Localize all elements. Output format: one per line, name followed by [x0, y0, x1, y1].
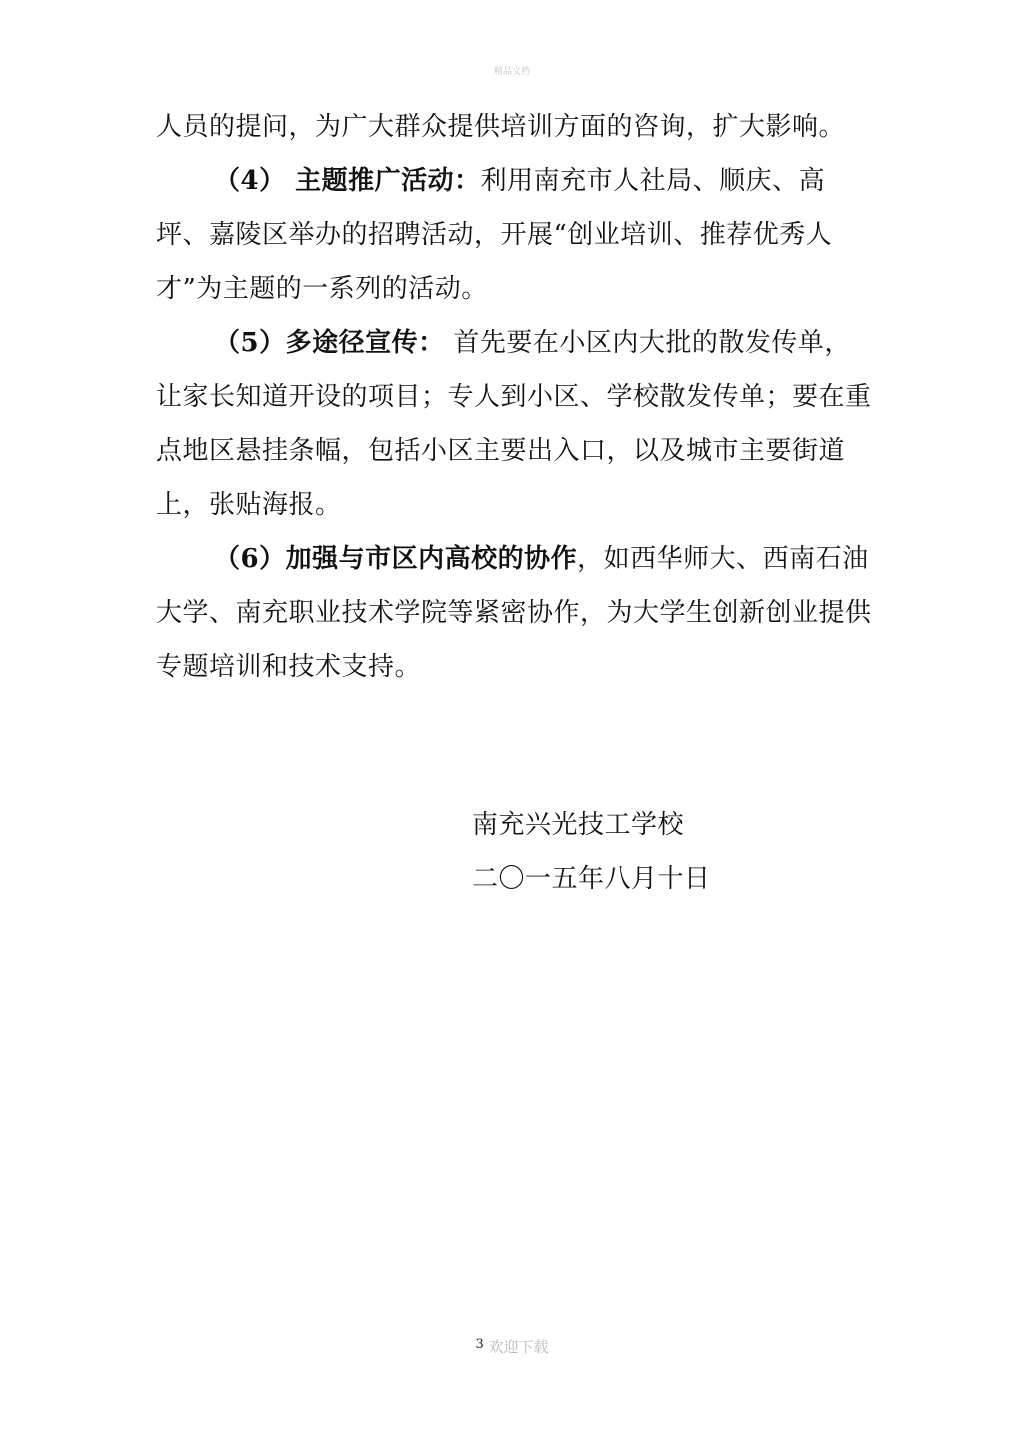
paragraph-continuation: [156, 100, 872, 154]
signature-block: [472, 798, 711, 906]
paragraph-text: 首先要在小区内大批的散发传单，让家长知道开设的项目；专人到小区、学校散发传单；要在重点地区悬挂条幅，包括小区主要出入口，以及城市主要街道上，张贴海报。: [156, 328, 872, 520]
paragraph-heading: （5）多途径宣传：: [214, 328, 445, 358]
paragraph-text: 利用南充市人社局、顺庆、高坪、嘉陵区举办的招聘活动，开展“创业培训、推荐优秀人才”为主题的一系列的活动。: [156, 166, 833, 304]
header-watermark: 精品文档: [493, 67, 530, 77]
paragraph-item-5: [156, 316, 872, 532]
paragraph-item-4: [156, 154, 872, 316]
paragraph-heading: （4） 主题推广活动：: [214, 166, 481, 196]
paragraph-text: ，如西华师大、西南石油大学、南充职业技术学院等紧密协作，为大学生创新创业提供专题培训和技术支持。: [156, 544, 872, 682]
document-body: [156, 100, 872, 694]
paragraph-text: 人员的提问，为广大群众提供培训方面的咨询，扩大影响。: [156, 112, 846, 142]
page-footer: [0, 1336, 1024, 1357]
page-number: 3: [475, 1337, 484, 1352]
signature-date: 二〇一五年八月十日: [472, 864, 711, 894]
footer-label: 欢迎下载: [488, 1338, 549, 1356]
signature-organization: 南充兴光技工学校: [472, 810, 685, 840]
paragraph-heading: （6）加强与市区内高校的协作: [214, 544, 578, 574]
paragraph-item-6: [156, 532, 872, 694]
